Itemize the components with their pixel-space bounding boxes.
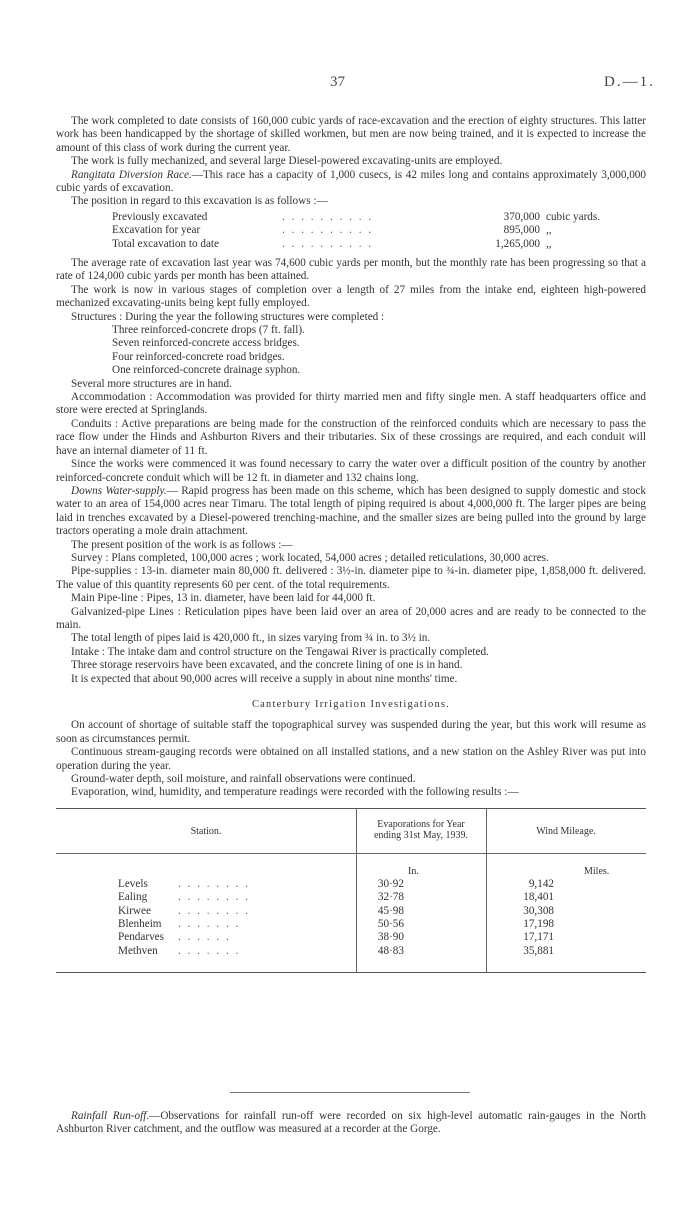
wind-value: 18,401 [523,891,554,904]
wind-value: 30,308 [523,904,554,917]
excavation-label: Previously excavated [112,210,208,223]
wind-unit: Miles. [584,865,610,877]
more-structures: Several more structures are in hand. [71,377,232,390]
evaporation-header-line: ending 31st May, 1939. [373,829,469,841]
rangitata-text: —This race has a capacity of 1,000 cusecs, is 42 miles long and contains approximately 3,000,000 cubic yards of excavation. [56,168,646,195]
rangitata-paragraph [56,169,646,196]
canterbury-paragraph: Ground-water depth, soil moisture, and rainfall observations were continued. [71,773,416,786]
station-name: Pendarves [118,931,164,944]
station-name: Methven [118,944,158,957]
average-rate-paragraph: The average rate of excavation last year was 74,600 cubic yards per month, but the monthly rate has been progressing so that a rate of 124,000 cubic yards per month has been attained. [56,257,646,283]
evaporation-value: 32·78 [377,891,404,904]
intake-paragraph: Intake : The intake dam and control structure on the Tengawai River is practically completed. [71,645,489,658]
header-divider [56,853,646,854]
evaporation-value: 30·92 [377,877,404,890]
canterbury-paragraph: Evaporation, wind, humidity, and temperature readings were recorded with the following results :— [71,786,519,799]
expected-paragraph: It is expected that about 90,000 acres will receive a supply in about nine months' time. [71,672,458,685]
document-reference: D.—1. [604,74,655,90]
evaporation-header [356,819,486,841]
rainfall-section [56,1110,646,1137]
rainfall-paragraph [56,1110,646,1137]
excavation-list [56,211,646,251]
leader-dots: . . . . . . . . [178,877,250,890]
excavation-row [112,238,646,251]
wind-value: 17,198 [523,918,554,931]
station-name: Blenheim [118,918,162,931]
downs-paragraph [56,485,646,539]
wind-header: Wind Mileage. [536,825,596,837]
rainfall-heading: Rainfall Run-off. [71,1110,150,1122]
excavation-value: 370,000 [503,210,540,223]
downs-heading: Downs Water-supply. [71,484,167,497]
wind-value: 35,881 [523,944,554,957]
rainfall-text: —Observations for rainfall run-off were recorded on six high-level automatic rain-gauges in the North Ashburton River catchment, and the outflow was measured at a recorder at the Gorge. [56,1110,646,1136]
excavation-label: Total excavation to date [112,237,220,250]
evaporation-table [56,808,646,973]
accommodation-paragraph: Accommodation : Accommodation was provided for thirty married men and fifty single men. A staff headquarters office and store were erected at Springlands. [56,391,646,417]
table-row [56,891,646,904]
page-number: 37 [330,74,345,90]
evaporation-value: 45·98 [377,904,404,917]
main-pipe-paragraph: Main Pipe-line : Pipes, 13 in. diameter, have been laid for 44,000 ft. [71,592,376,605]
excavation-value: 895,000 [503,224,540,237]
galvanized-paragraph: Galvanized-pipe Lines : Reticulation pipes have been laid over an area of 20,000 acres and are ready to be connected to the main. [56,605,646,631]
evaporation-header-line: Evaporations for Year [377,818,465,830]
table-row [56,945,646,958]
leader-dots: . . . . . . . . . . [282,210,374,223]
excavation-unit: ,, [546,224,552,237]
section-rule [230,1092,470,1093]
structure-item: One reinforced-concrete drainage syphon. [112,364,301,377]
reservoirs-paragraph: Three storage reservoirs have been excavated, and the concrete lining of one is in hand. [71,659,463,672]
total-length-paragraph: The total length of pipes laid is 420,000 ft., in sizes varying from ¾ in. to 3½ in. [71,632,431,645]
since-paragraph: Since the works were commenced it was found necessary to carry the water over a difficult position of the country by another reinforced-concrete conduit which will be 12 ft. in diameter and 132 chains long. [56,458,646,484]
station-header: Station. [190,825,222,837]
structures-list [112,324,646,378]
wind-value: 17,171 [523,931,554,944]
wind-value: 9,142 [528,877,554,890]
station-name: Ealing [118,891,148,904]
structure-item: Three reinforced-concrete drops (7 ft. fall). [112,324,305,337]
leader-dots: . . . . . . . [178,918,241,931]
conduits-paragraph: Conduits : Active preparations are being made for the construction of the reinforced conduits which are necessary to pass the race flow under the Hinds and Ashburton Rivers and their tributaries. Six of these crossings are required, and each conduit will have an internal diameter of 11 ft. [56,417,646,457]
present-position: The present position of the work is as follows :— [71,538,293,551]
table-row [56,905,646,918]
structure-item: Seven reinforced-concrete access bridges. [112,337,300,350]
canterbury-paragraph: Continuous stream-gauging records were obtained on all installed stations, and a new station on the Ashley River was put into operation during the year. [56,746,646,772]
excavation-row [112,211,646,224]
table-row [56,931,646,944]
intro-paragraph-2: The work is fully mechanized, and several large Diesel-powered excavating-units are employed. [71,155,503,168]
leader-dots: . . . . . . . . . . [282,224,374,237]
survey-paragraph: Survey : Plans completed, 100,000 acres ; work located, 54,000 acres ; detailed reticulations, 30,000 acres. [71,551,549,564]
excavation-label: Excavation for year [112,224,201,237]
station-name: Levels [118,877,148,890]
section-heading: Canterbury Irrigation Investigations. [251,699,451,711]
table-row [56,878,646,891]
pipe-supplies-paragraph: Pipe-supplies : 13-in. diameter main 80,000 ft. delivered : 3½-in. diameter pipe to ¾-in. diameter pipe, 1,858,000 ft. delivered. The value of this quantity represents 60 per cent. of the total requirements. [56,565,646,591]
evaporation-unit: In. [408,865,419,877]
excavation-value: 1,265,000 [495,237,540,250]
leader-dots: . . . . . . . . [178,904,250,917]
body-text [56,115,646,973]
excavation-unit: ,, [546,237,552,250]
structure-item: Four reinforced-concrete road bridges. [112,350,285,363]
table-row [56,918,646,931]
evaporation-value: 38·90 [377,931,404,944]
leader-dots: . . . . . . . [178,944,241,957]
stages-paragraph: The work is now in various stages of completion over a length of 27 miles from the intake end, eighteen high-powered mechanized excavating-units being kept fully employed. [56,283,646,310]
station-name: Kirwee [118,904,151,917]
position-intro: The position in regard to this excavation is as follows :— [71,195,328,208]
leader-dots: . . . . . . . . [178,891,250,904]
canterbury-paragraph: On account of shortage of suitable staff the topographical survey was suspended during the year, but this work will resume as soon as circumstances permit. [56,719,646,745]
evaporation-value: 48·83 [377,944,404,957]
rangitata-heading: Rangitata Diversion Race. [71,168,192,181]
evaporation-value: 50·56 [377,918,404,931]
intro-paragraph-1: The work completed to date consists of 160,000 cubic yards of race-excavation and the erection of eighty structures. This latter work has been handicapped by the shortage of skilled workmen, but men are now being trained, and it is expected to increase the amount of this class of work during the current year. [56,115,646,154]
table-body [56,878,646,958]
leader-dots: . . . . . . [178,931,231,944]
structures-intro: Structures : During the year the following structures were completed : [71,310,385,323]
excavation-unit: cubic yards. [546,210,601,223]
leader-dots: . . . . . . . . . . [282,237,374,250]
excavation-row [112,224,646,237]
downs-text: — Rapid progress has been made on this scheme, which has been designed to supply domestic and stock water to an area of 154,000 acres near Timaru. The total length of piping required is about 4,000,000 ft. The larger pipes are being laid in trenches excavated by a Diesel-powered trenching-machine, and the smaller sizes are being pulled into the ground by large tractors operating a mole drain attachment. [56,484,646,538]
